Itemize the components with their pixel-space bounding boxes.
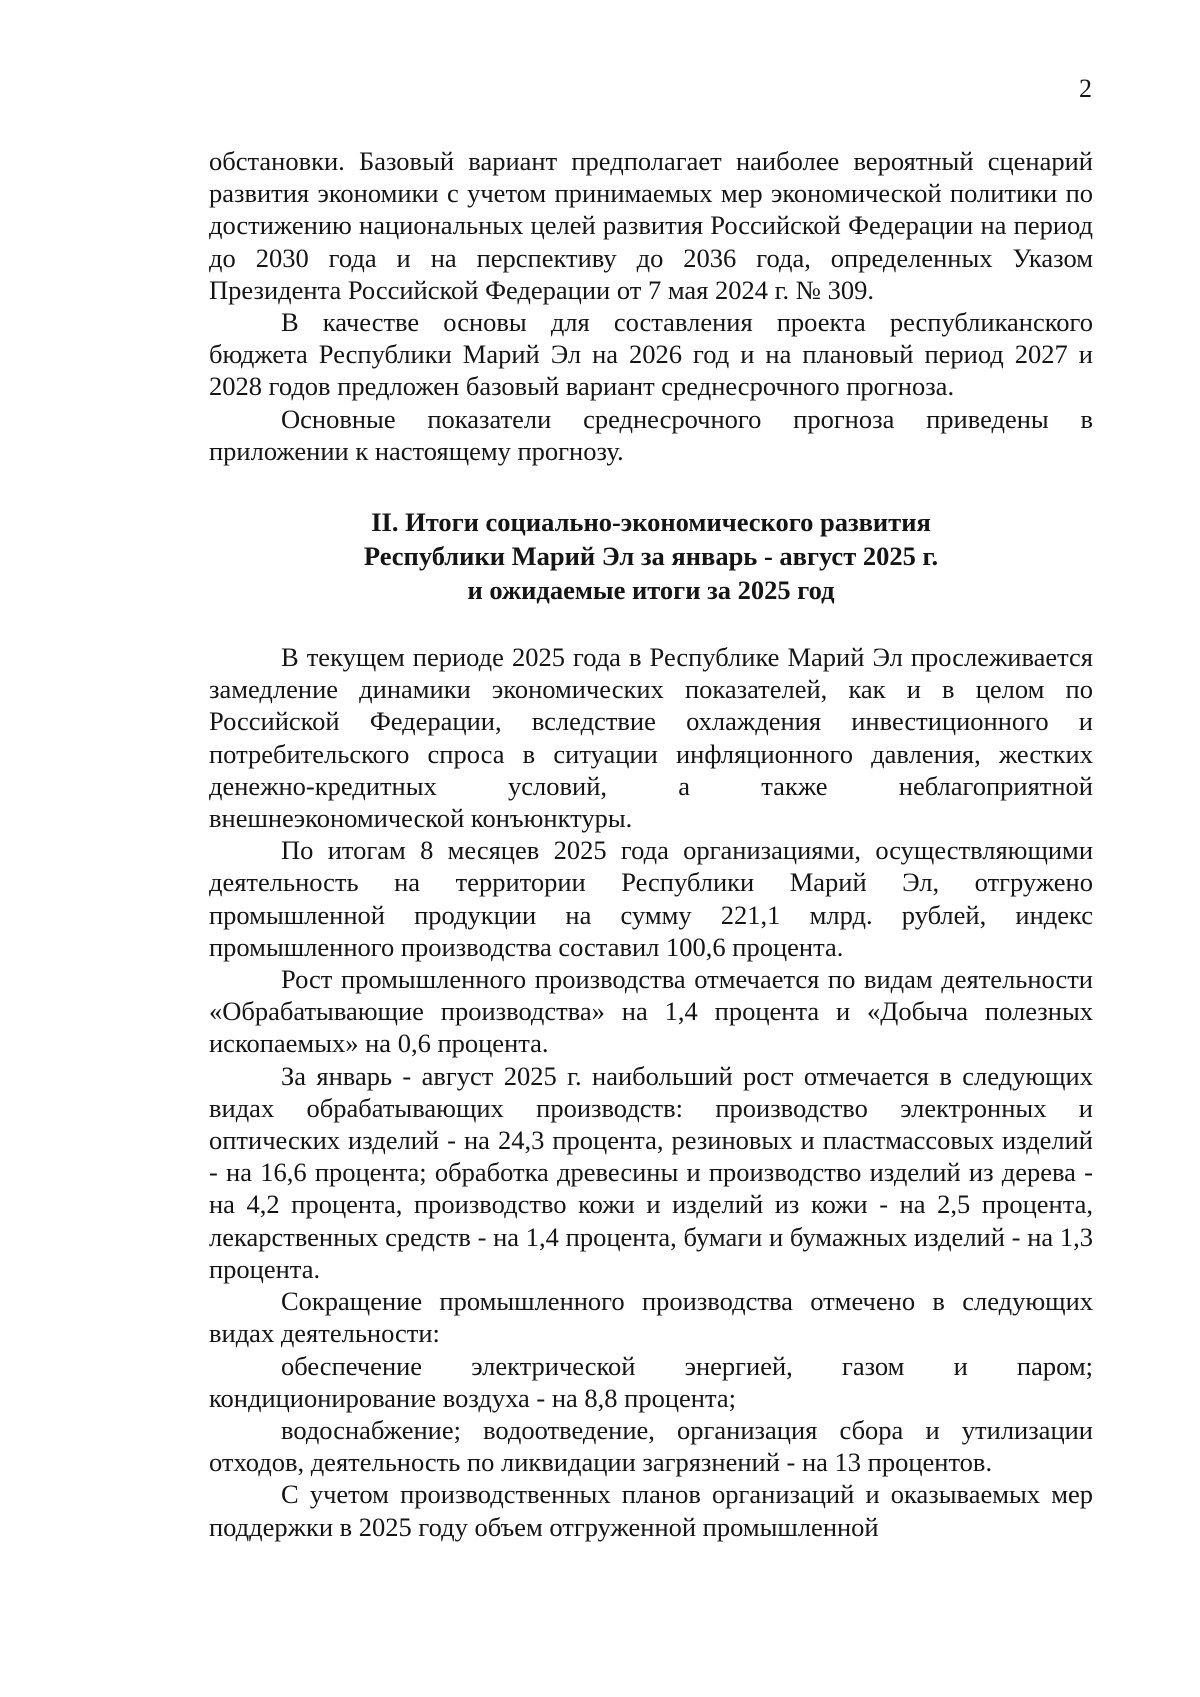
heading-line: Республики Марий Эл за январь - август 2025 г. [363,541,939,572]
paragraph: обеспечение электрической энергией, газом и паром; кондиционирование воздуха - на 8,8 процента; [209,1350,1093,1413]
heading-line: и ожидаемые итоги за 2025 год [467,575,835,606]
paragraph: С учетом производственных планов организаций и оказываемых мер поддержки в 2025 году объем отгруженной промышленной [209,1479,1093,1542]
paragraph: За январь - август 2025 г. наибольший рост отмечается в следующих видах обрабатывающих производств: производство электронных и оптических изделий - на 24,3 процента, резиновых и пластмассовых изделий - на 16,6 процента; обработка древесины и производство изделий из дерева - на 4,2 процента, производство кожи и изделий из кожи - на 2,5 процента, лекарственных средств - на 1,4 процента, бумаги и бумажных изделий - на 1,3 процента. [209,1060,1093,1284]
paragraph: водоснабжение; водоотведение, организация сбора и утилизации отходов, деятельность по ликвидации загрязнений - на 13 процентов. [209,1414,1093,1478]
paragraph: Основные показатели среднесрочного прогноза приведены в приложении к настоящему прогнозу. [209,403,1093,466]
heading-line: II. Итоги социально-экономического развития [371,507,931,538]
page-number: 2 [1079,74,1092,103]
section-heading [209,505,1093,607]
paragraph: В качестве основы для составления проекта республиканского бюджета Республики Марий Эл на 2026 год и на плановый период 2027 и 2028 годов предложен базовый вариант среднесрочного прогноза. [209,307,1093,402]
paragraph: Сокращение промышленного производства отмечено в следующих видах деятельности: [209,1286,1093,1349]
paragraph: обстановки. Базовый вариант предполагает наиболее вероятный сценарий развития экономики с учетом принимаемых мер экономической политики по достижению национальных целей развития Российской Федерации на период до 2030 года и на перспективу до 2036 года, определенных Указом Президента Российской Федерации от 7 мая 2024 г. № 309. [209,146,1093,305]
paragraph: По итогам 8 месяцев 2025 года организациями, осуществляющими деятельность на территории Республики Марий Эл, отгружено промышленной продукции на сумму 221,1 млрд. рублей, индекс промышленного производства составил 100,6 процента. [209,835,1093,962]
paragraph: Рост промышленного производства отмечается по видам деятельности «Обрабатывающие производства» на 1,4 процента и «Добыча полезных ископаемых» на 0,6 процента. [209,964,1093,1059]
document-body [209,145,1093,1543]
paragraph: В текущем периоде 2025 года в Республике Марий Эл прослеживается замедление динамики экономических показателей, как и в целом по Российской Федерации, вследствие охлаждения инвестиционного и потребительского спроса в ситуации инфляционного давления, жестких денежно-кредитных условий, а также неблагоприятной внешнеэкономической конъюнктуры. [209,642,1093,834]
